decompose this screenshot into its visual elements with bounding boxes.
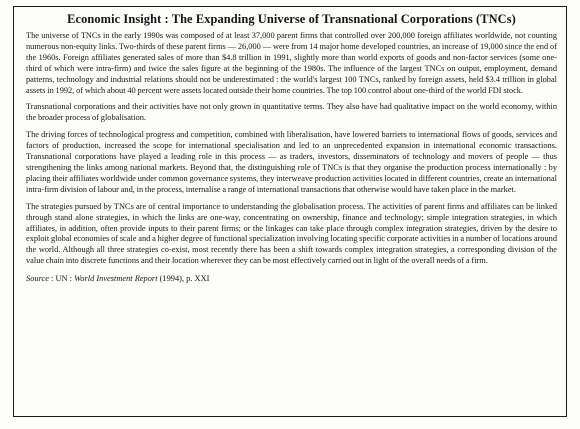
paragraph-strategies: The strategies pursued by TNCs are of central importance to understanding the globalisation process. The activities of parent firms and affiliates can be linked through stand alone strategies, in which the links are one-way, concentrating on ownership, finance and technology; simple integration strategies, in which affiliates, in addition, often provide inputs to their parent firms; or the linkages can take place through complex integration strategies, driven by the desire to exploit global economies of scale and a higher degree of functional specialization involving locating specific corporate activities in a number of locations around the world. Although all three strategies co-exist, most recently there has been a shift towards complex integration strategies, a corresponding division of the value chain into discrete functions and their location wherever they can be most effectively carried out in light of the overall needs of a firm. <box>26 201 557 266</box>
source-citation <box>26 273 557 284</box>
source-details: (1994), p. XXI <box>157 274 210 284</box>
economic-insight-box <box>13 6 567 417</box>
source-publication: World Investment Report <box>74 274 158 284</box>
source-separator: : <box>48 274 56 284</box>
box-title: Economic Insight : The Expanding Universe of Transnational Corporations (TNCs) <box>67 12 516 26</box>
paragraph-driving-forces: The driving forces of technological progress and competition, combined with liberalisation, have lowered barriers to international flows of goods, services and factors of production, increased the scope for international specialisation and led to an unprecedented expansion in international economic transactions. Transnational corporations have played a leading role in this process — as traders, investors, disseminators of technology and movers of people — thus strengthening the links among national markets. Beyond that, the distinguishing role of TNCs is that they organise the production process internationally : by placing their affiliates worldwide under common governance systems, they interweave production activities located in different countries, create an international intra-firm division of labour and, in the process, internalise a range of international transactions that otherwise would have taken place in the market. <box>26 130 557 194</box>
source-label: Source <box>26 274 49 284</box>
paragraph-universe-of-tncs: The universe of TNCs in the early 1990s was composed of at least 37,000 parent firms that controlled over 200,000 foreign affiliates worldwide, not counting numerous non-equity links. Two-thirds of these parent firms — 26,000 — were from 14 major home developed countries, an increase of 19,000 since the end of the 1960s. Foreign affiliates generated sales of more than $4.8 trillion in 1991, slightly more than world exports of goods and non-factor services (some one-third of which were intra-firm) and twice the sales figure at the beginning of the 1980s. The influence of the largest TNCs on output, employment, demand patterns, technology and industrial relations should not be underestimated : the world's largest 100 TNCs, ranked by foreign assets, held $3.4 trillion in global assets in 1992, of which about 40 percent were assets located outside their home countries. The top 100 control about one-third of the world FDI stock. <box>26 31 557 95</box>
source-org: UN : <box>55 274 75 284</box>
paragraph-qualitative-impact: Transnational corporations and their activities have not only grown in quantitative terms. They also have had qualitative impact on the world economy, within the broader process of globalisation. <box>26 102 557 123</box>
